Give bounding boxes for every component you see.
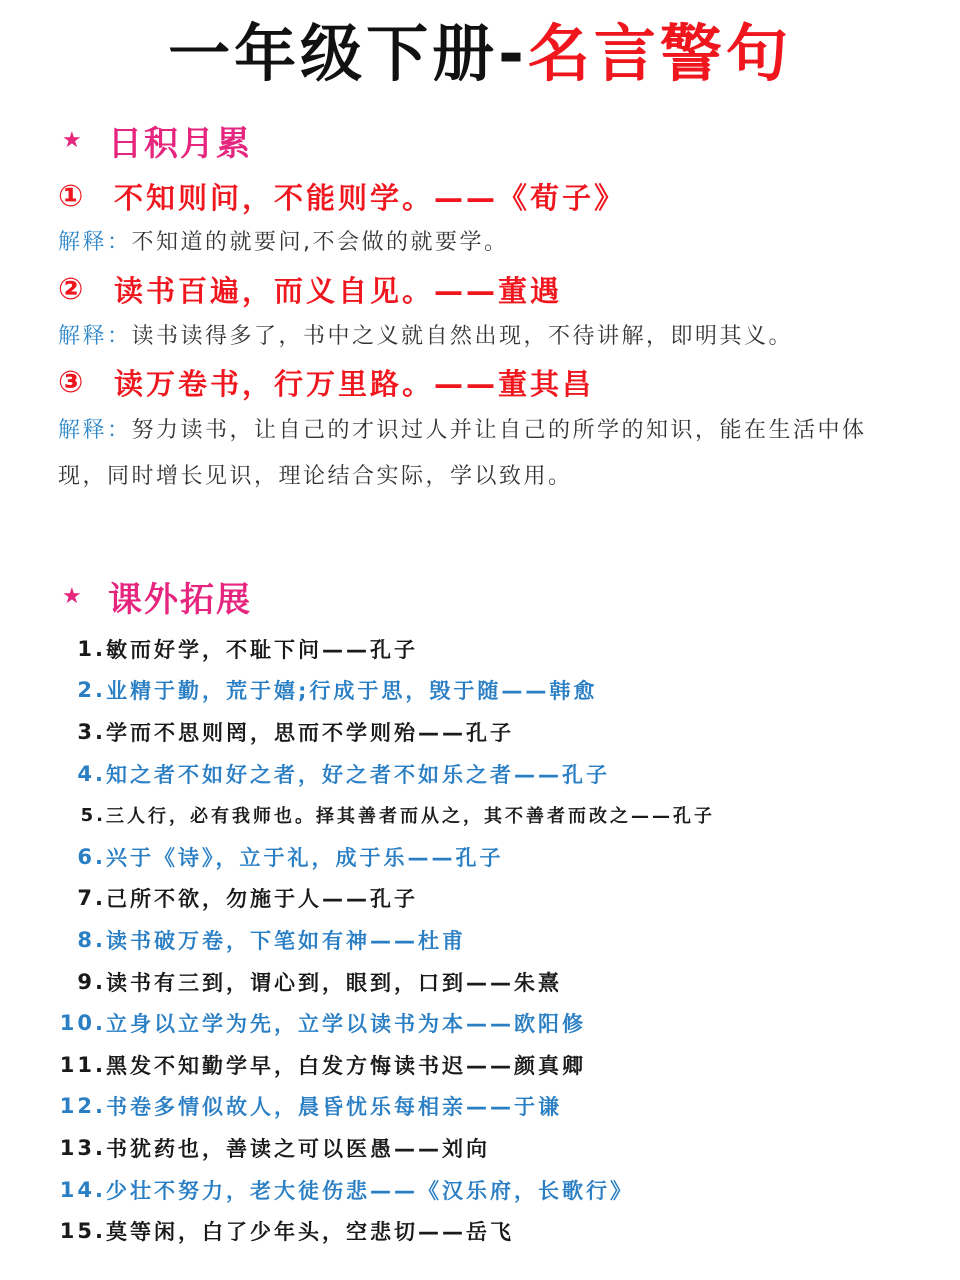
list-item xyxy=(58,1002,938,1044)
list-item xyxy=(58,670,938,712)
quote-list xyxy=(58,628,938,1252)
item-text: 少壮不努力，老大徒伤悲——《汉乐府，长歌行》 xyxy=(106,1178,634,1203)
quote-text: 不知则问，不能则学。——《荀子》 xyxy=(114,180,627,215)
item-text: 书犹药也，善读之可以医愚——刘向 xyxy=(106,1136,490,1161)
item-number: 6. xyxy=(77,844,106,869)
list-item xyxy=(58,711,938,753)
item-number: 5. xyxy=(80,804,106,826)
star-icon: ★ xyxy=(62,127,82,153)
item-text: 三人行，必有我师也。择其善者而从之，其不善者而改之——孔子 xyxy=(106,806,715,828)
list-item xyxy=(58,753,938,795)
title-grade: 一年级下册- xyxy=(168,17,528,90)
explanation-label: 解释： xyxy=(58,418,132,443)
explanation-2 xyxy=(58,314,908,360)
list-item xyxy=(58,1127,938,1169)
quote-text: 读万卷书，行万里路。——董其昌 xyxy=(114,366,595,401)
item-number: 10. xyxy=(59,1011,106,1036)
quote-2 xyxy=(58,267,562,311)
section-header-daily xyxy=(62,116,252,164)
item-number: 7. xyxy=(77,886,106,911)
item-number: 3. xyxy=(77,719,106,744)
item-text: 黑发不知勤学早，白发方悔读书迟——颜真卿 xyxy=(106,1053,586,1078)
page-title xyxy=(0,18,960,90)
list-item xyxy=(58,1086,938,1128)
item-number: 13. xyxy=(59,1135,106,1160)
list-item xyxy=(58,919,938,961)
list-item xyxy=(58,961,938,1003)
quote-number: ② xyxy=(58,271,87,307)
list-item xyxy=(58,628,938,670)
item-number: 8. xyxy=(77,927,106,952)
item-text: 己所不欲，勿施于人——孔子 xyxy=(106,887,418,912)
list-item xyxy=(58,836,938,878)
quote-text: 读书百遍，而义自见。——董遇 xyxy=(114,273,563,308)
item-number: 12. xyxy=(59,1094,106,1119)
item-number: 1. xyxy=(77,636,106,661)
list-item xyxy=(58,1210,938,1252)
explanation-text: 努力读书，让自己的才识过人并让自己的所学的知识，能在生活中体现，同时增长见识，理论结合实际，学以致用。 xyxy=(58,418,867,489)
list-item xyxy=(58,878,938,920)
item-text: 书卷多情似故人，晨昏忧乐每相亲——于谦 xyxy=(106,1095,562,1120)
explanation-label: 解释： xyxy=(58,230,132,255)
list-item xyxy=(58,1044,938,1086)
quote-3 xyxy=(58,360,594,404)
item-text: 敏而好学，不耻下问——孔子 xyxy=(106,637,418,662)
list-item xyxy=(58,1169,938,1211)
explanation-3 xyxy=(58,408,908,500)
list-item xyxy=(58,794,938,836)
item-text: 知之者不如好之者，好之者不如乐之者——孔子 xyxy=(106,762,610,787)
item-text: 学而不思则罔，思而不学则殆——孔子 xyxy=(106,720,514,745)
section-title: 课外拓展 xyxy=(108,579,252,620)
explanation-1 xyxy=(58,220,908,266)
item-text: 业精于勤，荒于嬉;行成于思，毁于随——韩愈 xyxy=(106,679,598,704)
explanation-text: 读书读得多了，书中之义就自然出现，不待讲解，即明其义。 xyxy=(131,324,794,349)
star-icon: ★ xyxy=(62,583,82,609)
section-title: 日积月累 xyxy=(108,123,252,164)
quote-number: ① xyxy=(58,178,87,214)
explanation-label: 解释： xyxy=(58,324,132,349)
item-number: 15. xyxy=(59,1219,106,1244)
item-text: 读书破万卷，下笔如有神——杜甫 xyxy=(106,928,466,953)
item-text: 兴于《诗》，立于礼，成于乐——孔子 xyxy=(106,845,504,870)
item-number: 11. xyxy=(59,1052,106,1077)
item-number: 14. xyxy=(59,1177,106,1202)
item-number: 9. xyxy=(77,969,106,994)
item-number: 4. xyxy=(77,761,106,786)
item-number: 2. xyxy=(77,678,106,703)
item-text: 莫等闲，白了少年头，空悲切——岳飞 xyxy=(106,1220,514,1245)
quote-number: ③ xyxy=(58,364,87,400)
item-text: 读书有三到，谓心到，眼到，口到——朱熹 xyxy=(106,970,562,995)
quote-1 xyxy=(58,174,626,218)
section-header-extended xyxy=(62,572,252,620)
item-text: 立身以立学为先，立学以读书为本——欧阳修 xyxy=(106,1012,586,1037)
title-topic: 名言警句 xyxy=(527,17,792,90)
explanation-text: 不知道的就要问,不会做的就要学。 xyxy=(131,230,509,255)
